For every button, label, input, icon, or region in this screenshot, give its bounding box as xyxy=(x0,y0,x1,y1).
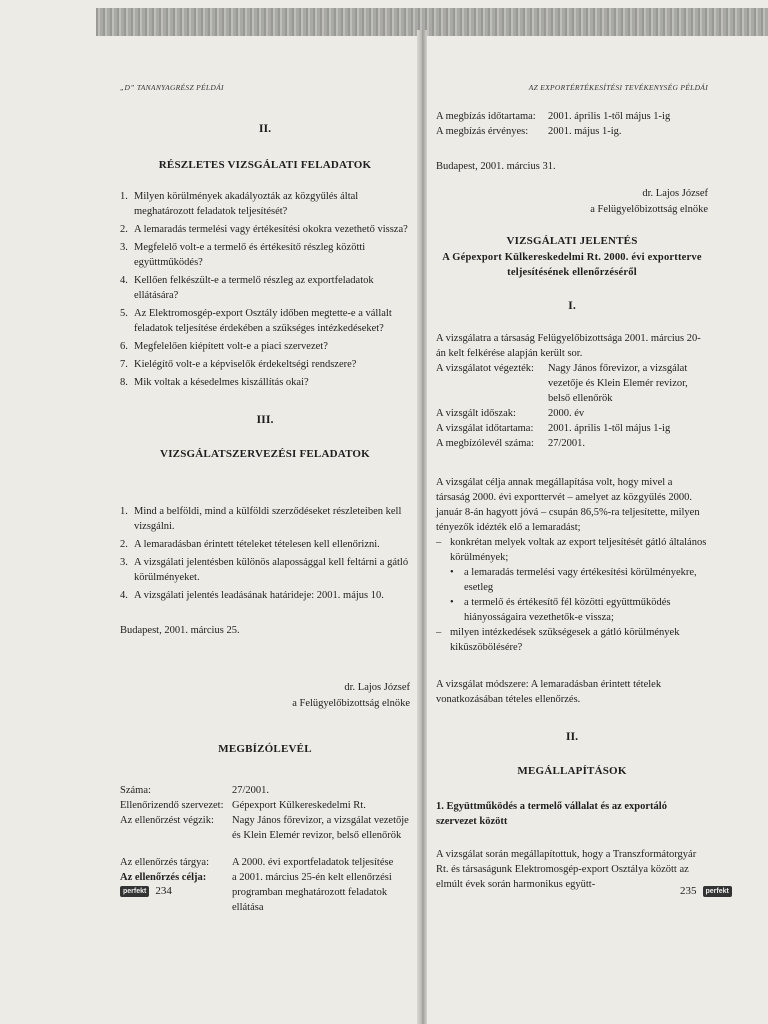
left-date: Budapest, 2001. március 25. xyxy=(120,625,240,636)
info-row: A vizsgálat időtartama: 2001. április 1-től május 1-ig xyxy=(436,423,671,434)
bullet-list xyxy=(436,565,708,625)
list-item: 4. Kellően felkészült-e a termelő részleg az exportfeladatok ellátására? xyxy=(120,275,374,301)
right-running-head: AZ EXPORTÉRTÉKESÍTÉSI TEVÉKENYSÉG PÉLDÁI xyxy=(528,83,708,92)
list-item: 6. Megfelelően kiépített volt-e a piaci szervezet? xyxy=(120,341,328,352)
report-aim-list xyxy=(436,535,708,655)
info-row: A vizsgálatot végezték: Nagy János főrevizor, a vizsgálat vezetője és Klein Elemér revizor, belső ellenőrök xyxy=(436,363,688,404)
list-item: 2. A lemaradásban érintett tételeket tételesen kell ellenőrizni. xyxy=(120,539,380,550)
list-item: 4. A vizsgálati jelentés leadásának határideje: 2001. május 10. xyxy=(120,590,384,601)
right-signature xyxy=(436,186,708,218)
left-footer xyxy=(120,885,172,897)
section-3-list xyxy=(120,504,410,603)
signer-name: dr. Lajos József xyxy=(642,188,708,199)
list-item: 2. A lemaradás termelési vagy értékesítési okokra vezethető vissza? xyxy=(120,224,408,235)
report-numeral-1: I. xyxy=(568,298,576,312)
info-row: A megbízólevél száma: 27/2001. xyxy=(436,438,586,449)
section-2-title: RÉSZLETES VIZSGÁLATI FELADATOK xyxy=(158,159,372,171)
report-title: VIZSGÁLATI JELENTÉS xyxy=(506,235,638,247)
list-item: 5. Az Elektromosgép-export Osztály időben megtette-e a vállalt feladatok teljesítése érdekében a szükséges intézkedéseket? xyxy=(120,308,392,334)
section-2-list xyxy=(120,189,410,390)
section-3-title: VIZSGÁLATSZERVEZÉSI FELADATOK xyxy=(160,448,370,460)
publisher-logo: perfekt xyxy=(120,886,149,897)
mandate-title: MEGBÍZÓLEVÉL xyxy=(218,743,312,755)
mandate-row: Száma: 27/2001. xyxy=(120,785,270,796)
report-method: A vizsgálat módszere: A lemaradásban érintett tételek vonatkozásában tételes ellenőrzés. xyxy=(436,679,662,705)
report-subtitle: A Gépexport Külkereskedelmi Rt. 2000. évi exportterve teljesítésének ellenőrzéséről xyxy=(442,252,702,278)
info-row: A megbízás érvényes: 2001. május 1-ig. xyxy=(436,126,622,137)
findings-subheading: 1. Együttműködés a termelő vállalat és az exportáló szervezet között xyxy=(436,801,667,827)
list-item: 1. Milyen körülmények akadályozták az közgyűlés által meghatározott feladatok teljesítését? xyxy=(120,191,359,217)
findings-title: MEGÁLLAPÍTÁSOK xyxy=(517,765,627,777)
signer-title: a Felügyelőbizottság elnöke xyxy=(292,698,410,709)
bullet-item: • a termelő és értékesítő fél közötti együttműködés hiányosságaira vezethetők-e vissza; xyxy=(450,597,671,623)
right-date: Budapest, 2001. március 31. xyxy=(436,161,556,172)
right-page xyxy=(436,40,708,1024)
report-aim: A vizsgálat célja annak megállapítása volt, hogy mivel a társaság 2000. évi exporttervét – amelyet az közgyűlés 2000. január 8-án hagyott jóvá – csupán 86,5%-ra teljesítette, milyen tényezők idézték elő a lemaradást; xyxy=(436,477,700,533)
publisher-logo: perfekt xyxy=(703,886,732,897)
list-item: 7. Kielégítő volt-e a képviselők érdekeltségi rendszere? xyxy=(120,359,357,370)
dash-item: – konkrétan melyek voltak az export teljesítését gátló általános körülmények; xyxy=(436,537,707,563)
mandate-row: Az ellenőrzés tárgya: A 2000. évi exportfeladatok teljesítése xyxy=(120,857,394,868)
report-numeral-2: II. xyxy=(565,729,579,743)
left-page xyxy=(120,40,410,1024)
list-item: 3. A vizsgálati jelentésben különös alapossággal kell feltárni a gátló körülményeket. xyxy=(120,557,409,583)
section-3-numeral: III. xyxy=(256,412,274,426)
scan-shadow-top xyxy=(96,8,768,36)
mandate-row: Az ellenőrzés célja: a 2001. március 25-én kelt ellenőrzési programban meghatározott feladatok ellátása xyxy=(120,872,392,913)
signer-title: a Felügyelőbizottság elnöke xyxy=(590,204,708,215)
list-item: 3. Megfelelő volt-e a termelő és értékesítő részleg közötti együttműködés? xyxy=(120,242,366,268)
bullet-item: • a lemaradás termelési vagy értékesítési körülményekre, esetleg xyxy=(450,567,697,593)
page-number: 235 xyxy=(680,885,697,897)
info-row: A vizsgált időszak: 2000. év xyxy=(436,408,585,419)
page-number: 234 xyxy=(155,885,172,897)
dash-item: – milyen intézkedések szükségesek a gátló körülmények kiküszöbölésére? xyxy=(436,627,680,653)
right-top-table xyxy=(436,109,708,139)
mandate-row: Ellenőrizendő szervezet: Gépexport Külkereskedelmi Rt. xyxy=(120,800,366,811)
info-row: A megbízás időtartama: 2001. április 1-től május 1-ig xyxy=(436,111,671,122)
list-item: 8. Mik voltak a késedelmes kiszállítás okai? xyxy=(120,377,309,388)
left-running-head: „D” TANANYAGRÉSZ PÉLDÁI xyxy=(120,83,224,92)
list-item: 1. Mind a belföldi, mind a külföldi szerződéseket részleteiben kell vizsgálni. xyxy=(120,506,402,532)
report-intro: A vizsgálatra a társaság Felügyelőbizottsága 2001. március 20-án kelt felkérése alapján került sor. xyxy=(436,333,701,359)
findings-text: A vizsgálat során megállapítottuk, hogy a Transzformátorgyár Rt. és társaságunk Elektromosgép-export Osztálya között az elmúlt évek során harmonikus együtt- xyxy=(436,849,697,890)
left-signature xyxy=(120,680,410,712)
book-spine xyxy=(417,30,427,1024)
right-footer xyxy=(680,885,732,897)
signer-name: dr. Lajos József xyxy=(344,682,410,693)
section-2-numeral: II. xyxy=(258,121,272,135)
report-info-table xyxy=(436,361,708,451)
mandate-row: Az ellenőrzést végzik: Nagy János főrevizor, a vizsgálat vezetője és Klein Elemér revizor, belső ellenőrök xyxy=(120,815,409,841)
